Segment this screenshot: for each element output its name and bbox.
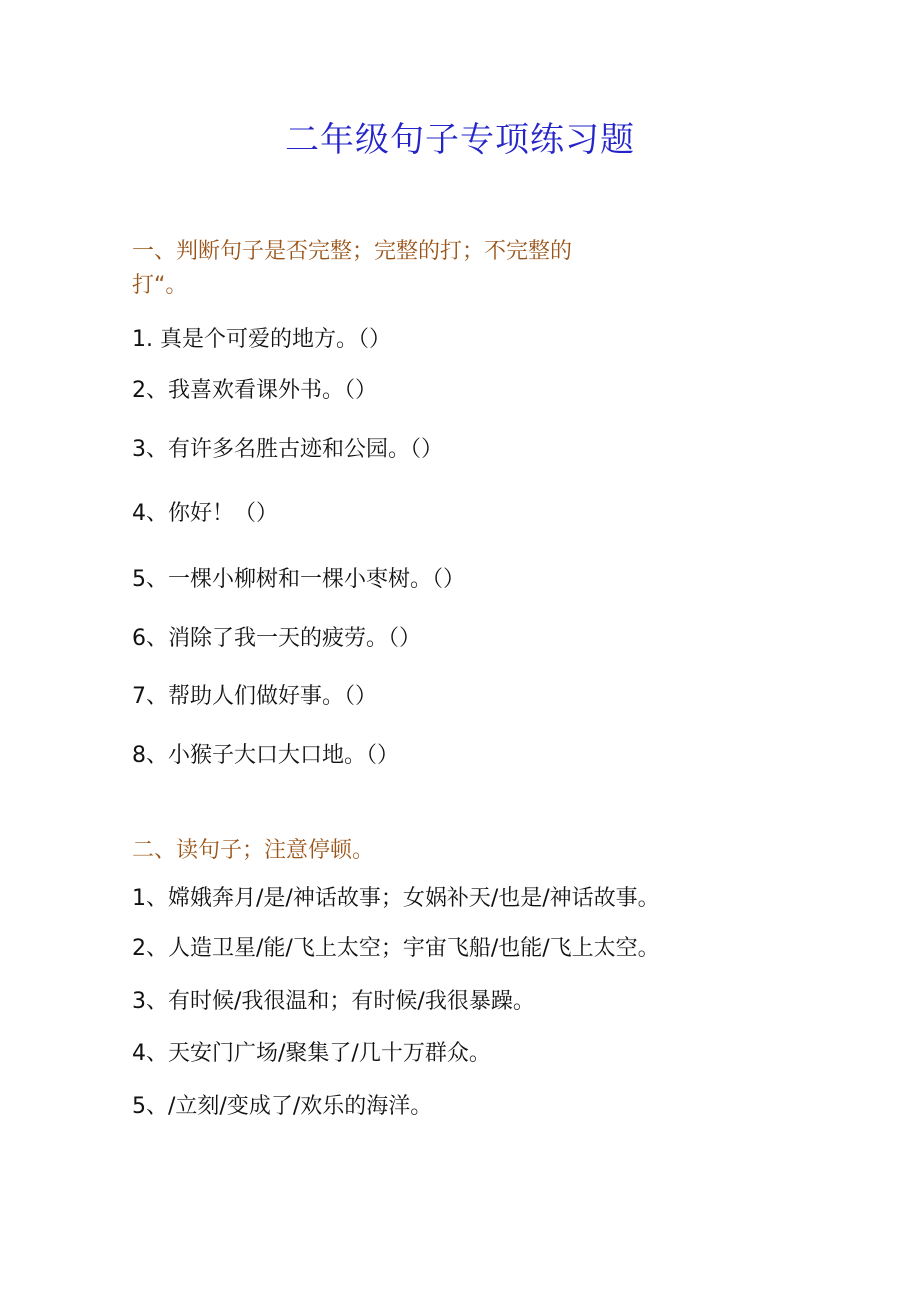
section1-heading-line2: 打“。 (132, 273, 188, 298)
section1-item-6: 6、消除了我一天的疲劳。（） (132, 626, 421, 651)
section2-item-4: 4、天安门广场/聚集了/几十万群众。 (132, 1041, 491, 1066)
section2-item-3: 3、有时候/我很温和；有时候/我很暴躁。 (132, 989, 535, 1014)
section1-heading-line1: 一、判断句子是否完整；完整的打；不完整的 (132, 239, 573, 264)
section2-heading: 二、读句子；注意停顿。 (132, 838, 375, 863)
section2-item-1: 1、嫦娥奔月/是/神话故事；女娲补天/也是/神话故事。 (132, 886, 660, 911)
section1-item-3: 3、有许多名胜古迹和公园。（） (132, 437, 443, 462)
page-title: 二年级句子专项练习题 (285, 120, 635, 160)
section1-item-8: 8、小猴子大口大口地。（） (132, 743, 399, 768)
section1-item-4: 4、你好！（） (132, 501, 278, 526)
section1-item-7: 7、帮助人们做好事。（） (132, 684, 377, 709)
section2-item-2: 2、人造卫星/能/飞上太空；宇宙飞船/也能/飞上太空。 (132, 936, 660, 961)
section1-item-5: 5、一棵小柳树和一棵小枣树。（） (132, 567, 465, 592)
section2-item-5: 5、/立刻/变成了/欢乐的海洋。 (132, 1094, 433, 1119)
section1-item-1: 1. 真是个可爱的地方。（） (132, 327, 391, 352)
section1-item-2: 2、我喜欢看课外书。（） (132, 378, 377, 403)
